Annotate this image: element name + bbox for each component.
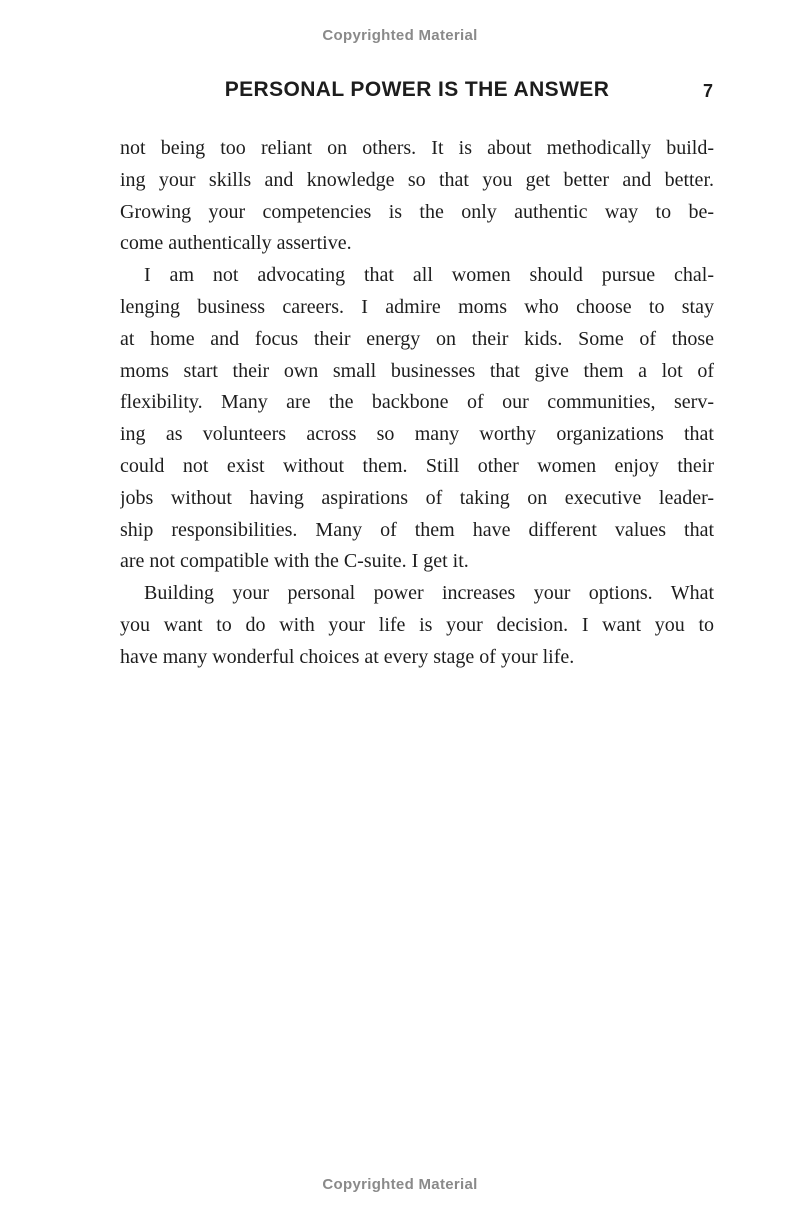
body-text-line: Building your personal power increases your options. What <box>144 582 714 605</box>
body-text-line: jobs without having aspirations of taking on executive leader- <box>120 486 714 509</box>
body-text-line: come authentically assertive. <box>120 232 352 255</box>
body-text-line: I am not advocating that all women should pursue chal- <box>144 264 714 287</box>
body-text-line: ing as volunteers across so many worthy organizations that <box>120 423 714 446</box>
body-text-line: lenging business careers. I admire moms who choose to stay <box>120 295 714 318</box>
body-text-line: are not compatible with the C-suite. I get it. <box>120 550 469 573</box>
body-text-line: you want to do with your life is your decision. I want you to <box>120 613 714 636</box>
body-text-line: Growing your competencies is the only authentic way to be- <box>120 200 714 223</box>
body-text-line: not being too reliant on others. It is about methodically build- <box>120 137 714 159</box>
page-body-text <box>120 133 714 674</box>
body-text-line: flexibility. Many are the backbone of our communities, serv- <box>120 391 714 414</box>
body-text-line: could not exist without them. Still other women enjoy their <box>120 454 714 477</box>
body-text-line: moms start their own small businesses that give them a lot of <box>120 359 714 382</box>
body-text-line: have many wonderful choices at every stage of your life. <box>120 645 575 668</box>
running-header <box>120 79 714 101</box>
copyright-notice-top: Copyrighted Material <box>322 27 478 44</box>
body-text-line: at home and focus their energy on their kids. Some of those <box>120 327 714 350</box>
page-number: 7 <box>702 81 713 101</box>
body-text-line: ing your skills and knowledge so that you get better and better. <box>120 168 714 191</box>
chapter-running-title: PERSONAL POWER IS THE ANSWER <box>224 78 610 101</box>
copyright-notice-bottom: Copyrighted Material <box>322 1176 478 1193</box>
body-text-line: ship responsibilities. Many of them have different values that <box>120 518 714 541</box>
